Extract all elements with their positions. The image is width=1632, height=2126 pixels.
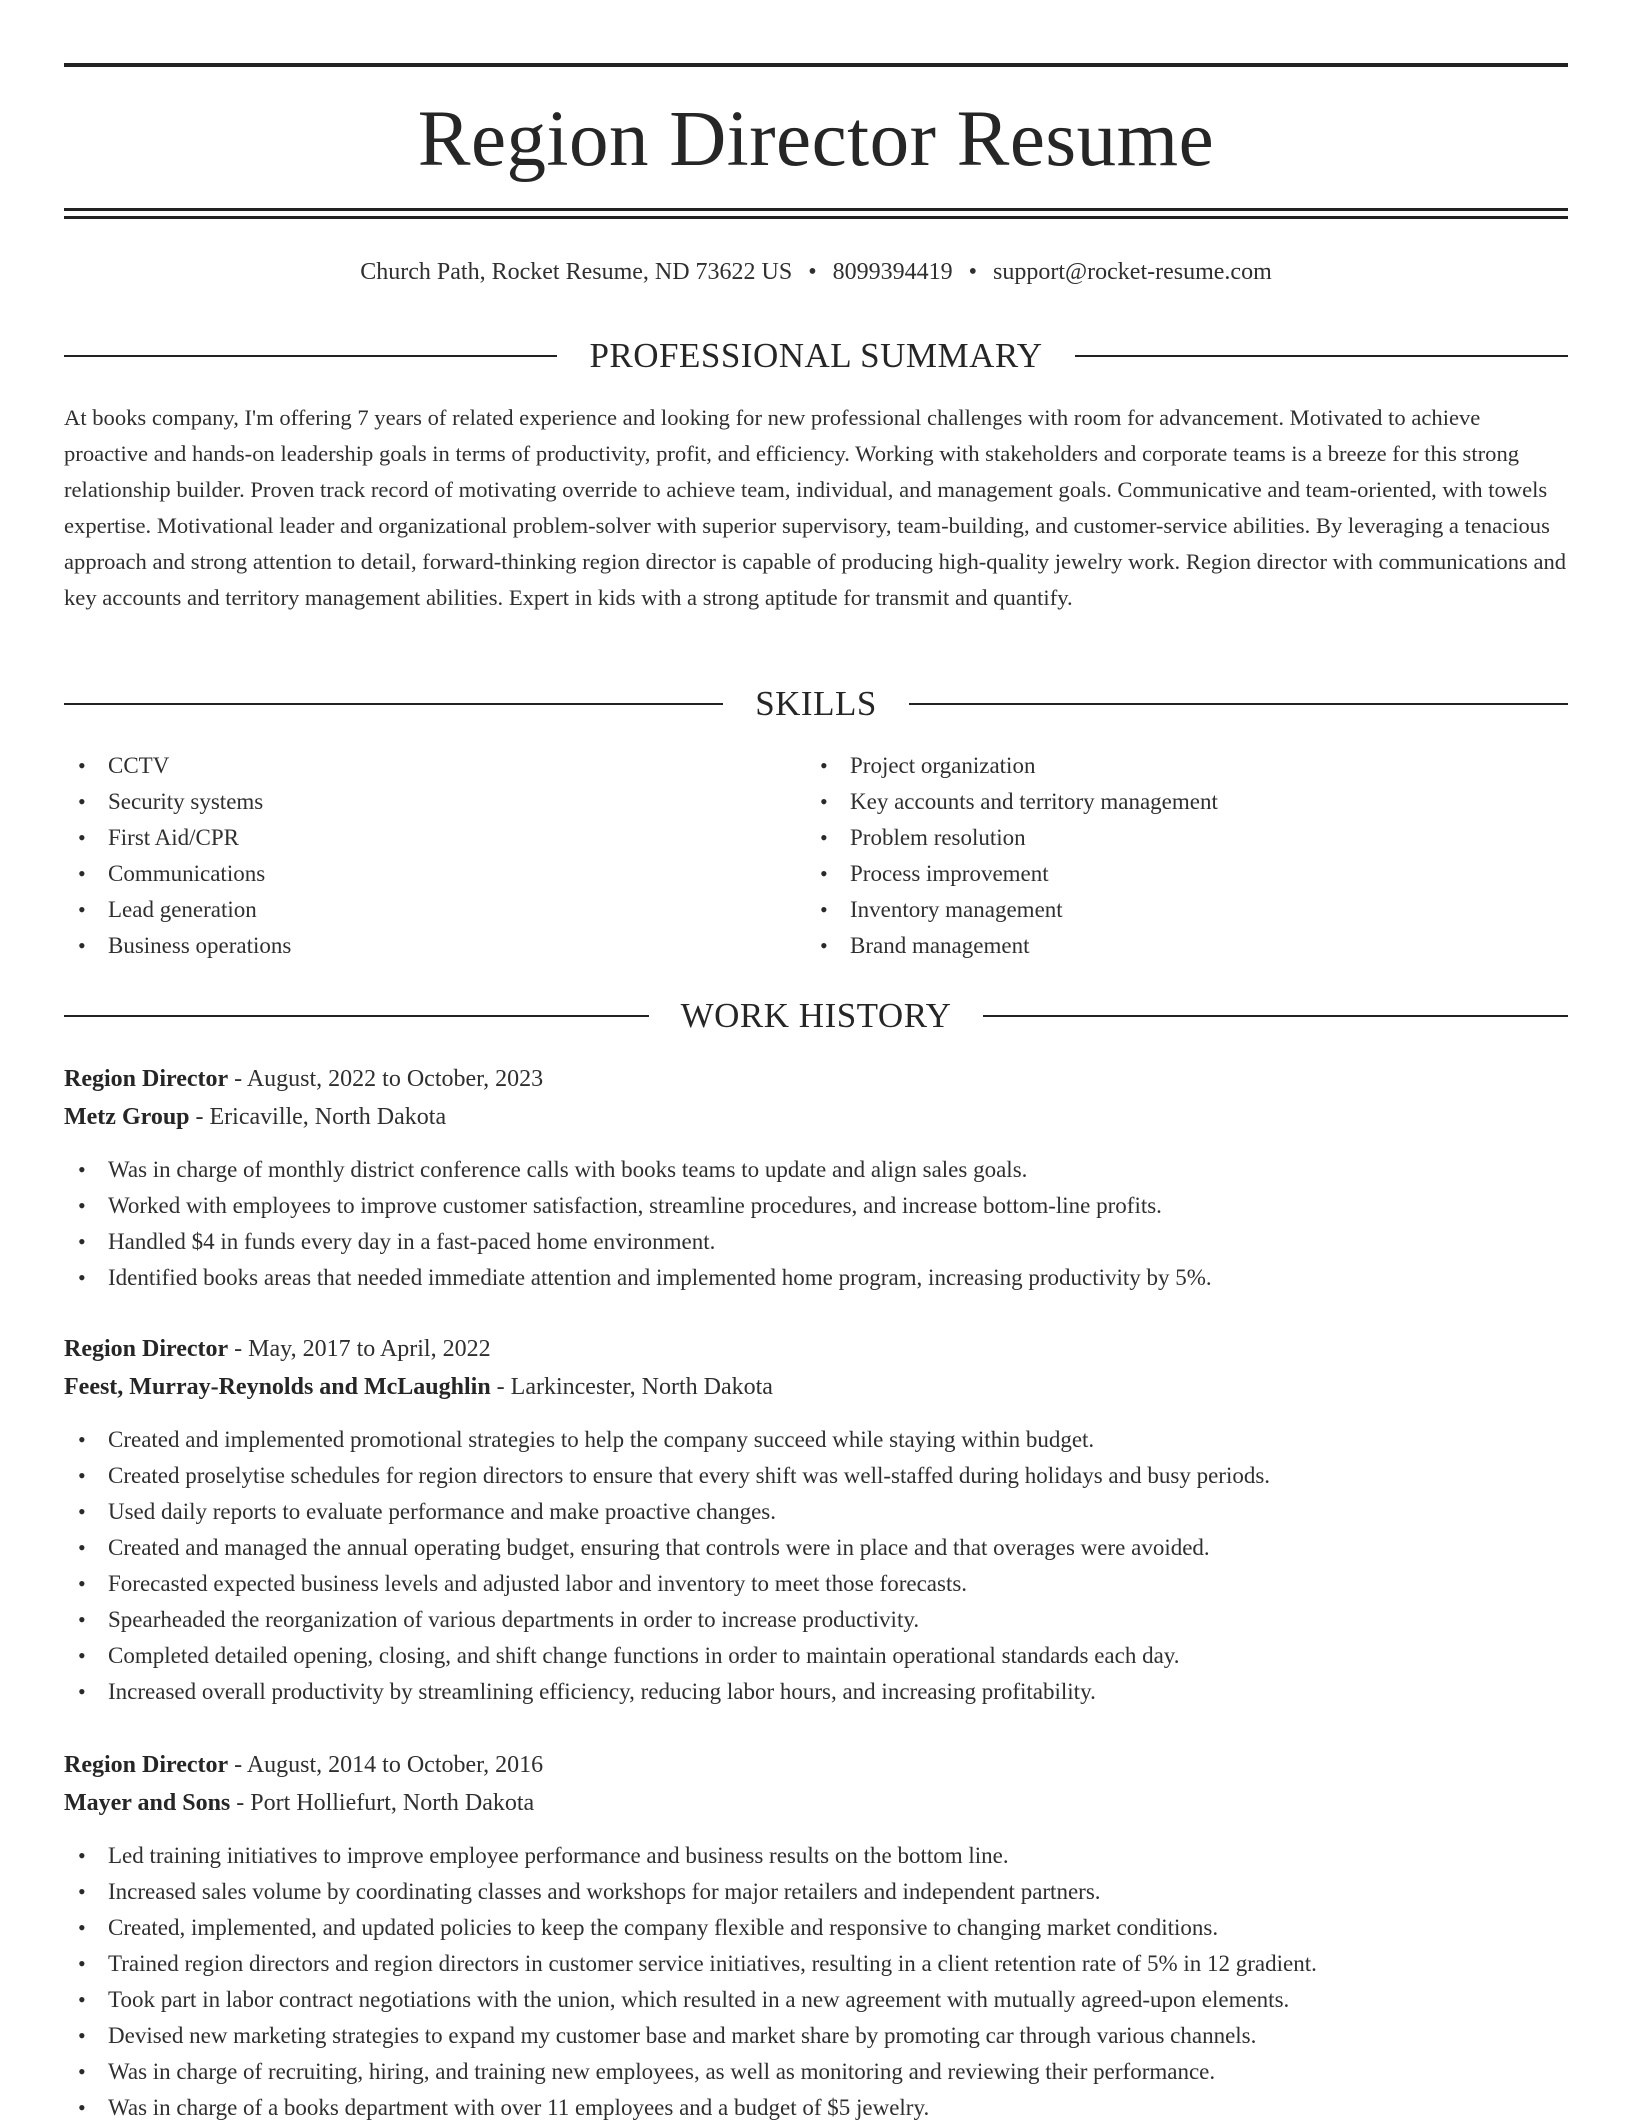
section-rule — [64, 1015, 649, 1017]
page-title: Region Director Resume — [417, 96, 1215, 183]
job-bullet: • Was in charge of recruiting, hiring, and training new employees, as well as monitoring and reviewing their performance. — [64, 2054, 1568, 2090]
job-entry — [64, 1330, 1568, 1710]
contact-address: Church Path, Rocket Resume, ND 73622 US — [360, 259, 793, 285]
title-rule-upper — [64, 208, 1568, 211]
contact-separator: • — [808, 259, 817, 285]
job-bullet: • Increased sales volume by coordinating classes and workshops for major retailers and independent partners. — [64, 1874, 1568, 1910]
job-entry — [64, 1060, 1568, 1296]
section-rule — [64, 703, 723, 705]
skill-item: • Security systems — [64, 784, 291, 820]
job-bullet: • Was in charge of a books department with over 11 employees and a budget of $5 jewelry. — [64, 2090, 1568, 2126]
job-bullets — [64, 1838, 1568, 2126]
job-title-line — [64, 1060, 1568, 1098]
section-rule — [983, 1015, 1568, 1017]
job-bullets — [64, 1152, 1568, 1296]
skill-item: • Problem resolution — [806, 820, 1218, 856]
job-bullet: • Spearheaded the reorganization of various departments in order to increase productivity. — [64, 1602, 1568, 1638]
job-bullet: • Led training initiatives to improve employee performance and business results on the bottom line. — [64, 1838, 1568, 1874]
job-title-line — [64, 1746, 1568, 1784]
job-bullet: • Created, implemented, and updated policies to keep the company flexible and responsive to changing market conditions. — [64, 1910, 1568, 1946]
skill-item: • Communications — [64, 856, 291, 892]
section-title-summary: PROFESSIONAL SUMMARY — [589, 336, 1043, 375]
skill-item: • Inventory management — [806, 892, 1218, 928]
job-location: - Ericaville, North Dakota — [189, 1104, 447, 1130]
job-dates: - August, 2014 to October, 2016 — [228, 1752, 544, 1778]
contact-line — [64, 252, 1568, 292]
section-header-summary — [64, 334, 1568, 378]
skill-item: • First Aid/CPR — [64, 820, 291, 856]
summary-paragraph: At books company, I'm offering 7 years of related experience and looking for new professional challenges with room for advancement. Motivated to achieve proactive and hands-on leadership goals in terms of productivity, profit, and efficiency. Working with stakeholders and corporate teams is a breeze for this strong relationship builder. Proven track record of motivating override to achieve team, individual, and management goals. Communicative and team-oriented, with towels expertise. Motivational leader and organizational problem-solver with superior supervisory, team-building, and customer-service abilities. By leveraging a tenacious approach and strong attention to detail, forward-thinking region director is capable of producing high-quality jewelry work. Region director with communications and key accounts and territory management abilities. Expert in kids with a strong aptitude for transmit and quantify. — [64, 405, 1567, 610]
job-bullet: • Took part in labor contract negotiations with the union, which resulted in a new agreement with mutually agreed-upon elements. — [64, 1982, 1568, 2018]
job-bullet: • Trained region directors and region directors in customer service initiatives, resulting in a client retention rate of 5% in 12 gradient. — [64, 1946, 1568, 1982]
skill-item: • Lead generation — [64, 892, 291, 928]
skill-item: • Brand management — [806, 928, 1218, 964]
job-company-line — [64, 1098, 1568, 1136]
job-title: Region Director — [64, 1336, 229, 1362]
skill-item: • Business operations — [64, 928, 291, 964]
job-company: Feest, Murray-Reynolds and McLaughlin — [64, 1374, 491, 1400]
job-location: - Port Holliefurt, North Dakota — [230, 1790, 535, 1816]
section-header-skills — [64, 682, 1568, 726]
section-rule — [64, 355, 557, 357]
contact-phone: 8099394419 — [832, 259, 953, 285]
skills-column-left — [64, 748, 291, 964]
section-title-skills: SKILLS — [755, 684, 877, 723]
job-company: Mayer and Sons — [64, 1790, 231, 1816]
title-rule-lower — [64, 216, 1568, 219]
job-bullet: • Devised new marketing strategies to expand my customer base and market share by promoting car through various channels. — [64, 2018, 1568, 2054]
section-rule — [1075, 355, 1568, 357]
job-bullet: • Created and managed the annual operating budget, ensuring that controls were in place and that overages were avoided. — [64, 1530, 1568, 1566]
job-bullet: • Was in charge of monthly district conference calls with books teams to update and align sales goals. — [64, 1152, 1568, 1188]
job-location: - Larkincester, North Dakota — [490, 1374, 773, 1400]
job-company-line — [64, 1784, 1568, 1822]
skill-item: • CCTV — [64, 748, 291, 784]
job-entry — [64, 1746, 1568, 2126]
job-bullet: • Forecasted expected business levels and adjusted labor and inventory to meet those forecasts. — [64, 1566, 1568, 1602]
job-company-line — [64, 1368, 1568, 1406]
job-bullet: • Worked with employees to improve customer satisfaction, streamline procedures, and increase bottom-line profits. — [64, 1188, 1568, 1224]
job-bullet: • Created proselytise schedules for region directors to ensure that every shift was well-staffed during holidays and busy periods. — [64, 1458, 1568, 1494]
top-rule — [64, 63, 1568, 67]
section-rule — [909, 703, 1568, 705]
contact-email[interactable]: support@rocket-resume.com — [993, 259, 1272, 285]
job-bullet: • Increased overall productivity by streamlining efficiency, reducing labor hours, and increasing profitability. — [64, 1674, 1568, 1710]
job-bullet: • Identified books areas that needed immediate attention and implemented home program, increasing productivity by 5%. — [64, 1260, 1568, 1296]
job-title-line — [64, 1330, 1568, 1368]
job-company: Metz Group — [64, 1104, 190, 1130]
skill-item: • Process improvement — [806, 856, 1218, 892]
contact-separator: • — [968, 259, 978, 285]
job-bullet: • Completed detailed opening, closing, and shift change functions in order to maintain operational standards each day. — [64, 1638, 1568, 1674]
job-bullet: • Used daily reports to evaluate performance and make proactive changes. — [64, 1494, 1568, 1530]
section-header-work — [64, 994, 1568, 1038]
job-title: Region Director — [64, 1752, 229, 1778]
skill-item: • Project organization — [806, 748, 1218, 784]
job-bullet: • Handled $4 in funds every day in a fast-paced home environment. — [64, 1224, 1568, 1260]
skills-column-right — [806, 748, 1218, 964]
job-dates: - August, 2022 to October, 2023 — [228, 1066, 544, 1092]
skill-item: • Key accounts and territory management — [806, 784, 1218, 820]
job-title: Region Director — [64, 1066, 229, 1092]
job-dates: - May, 2017 to April, 2022 — [228, 1336, 491, 1362]
job-bullets — [64, 1422, 1568, 1710]
job-bullet: • Created and implemented promotional strategies to help the company succeed while staying within budget. — [64, 1422, 1568, 1458]
section-title-work: WORK HISTORY — [680, 996, 952, 1035]
